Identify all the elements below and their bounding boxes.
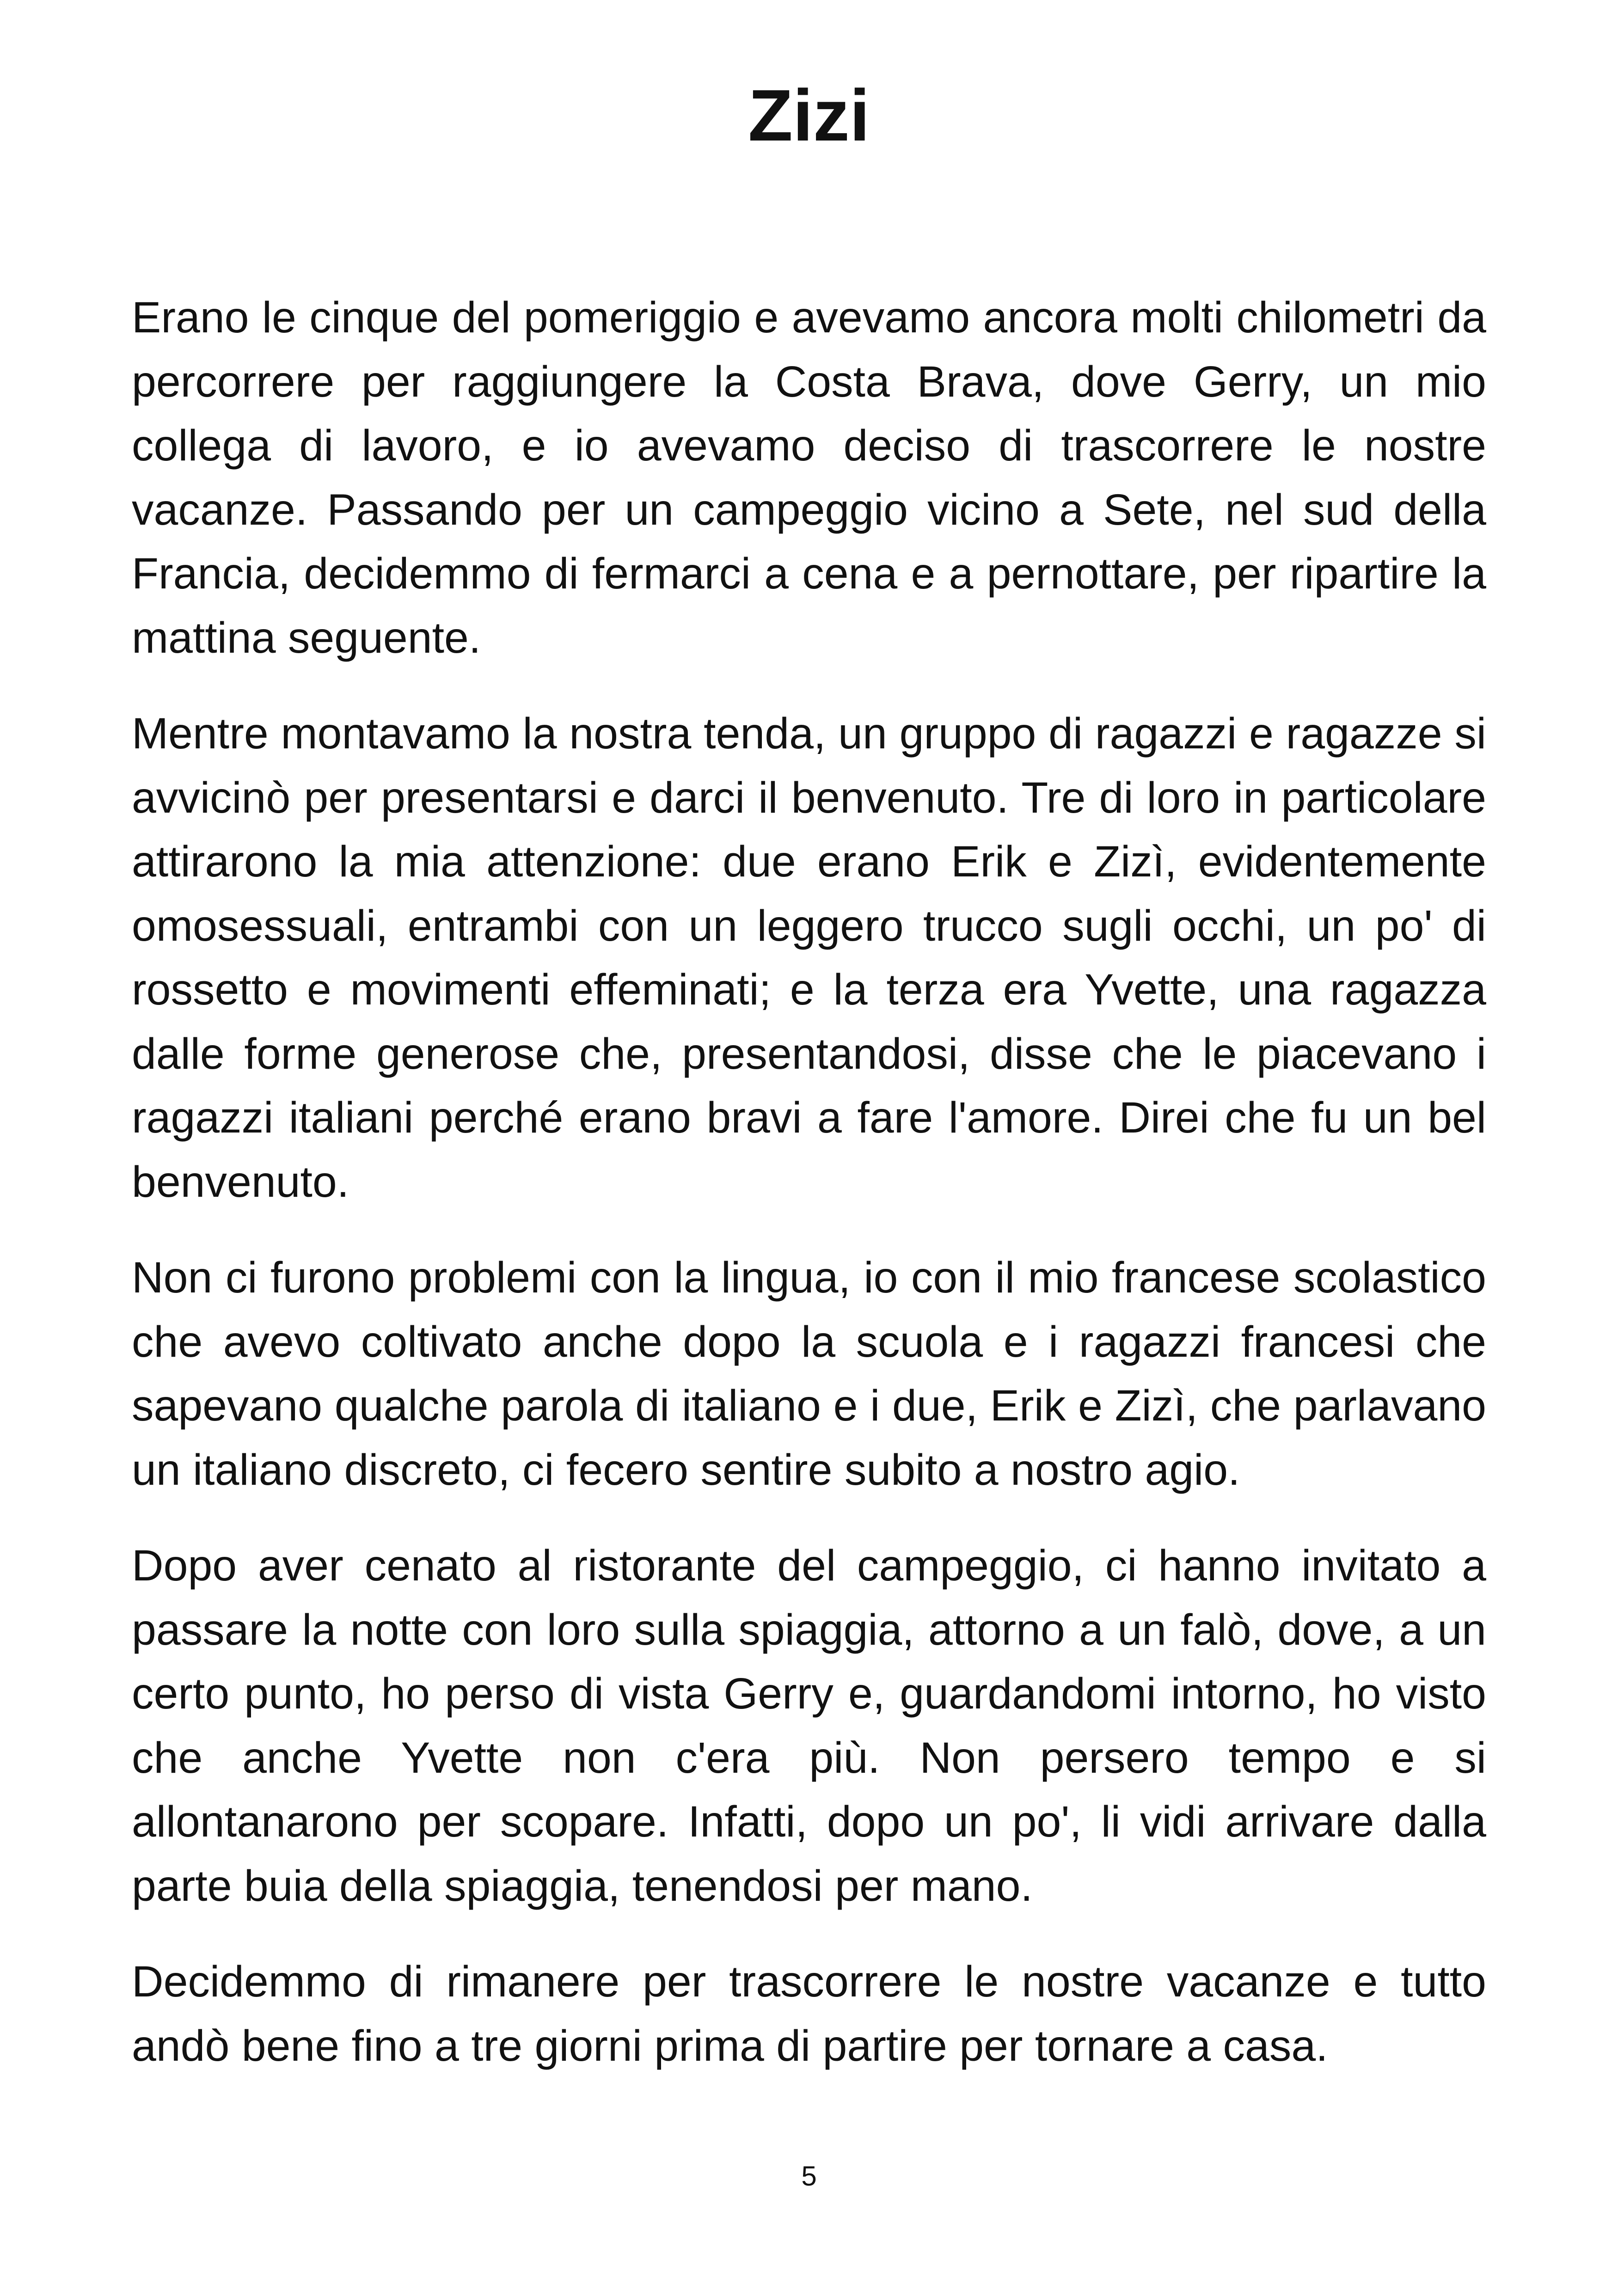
paragraph-1: Erano le cinque del pomeriggio e avevamo ancora molti chilometri da percorrere per raggiungere la Costa Brava, dove Gerry, un mio collega di lavoro, e io avevamo deciso di trascorrere le nostre vacanze. Passando per un campeggio vicino a Sete, nel sud della Francia, decidemmo di fermarci a cena e a pernottare, per ripartire la mattina seguente. [132,293,1486,662]
paragraph-5: Decidemmo di rimanere per trascorrere le nostre vacanze e tutto andò bene fino a tre giorni prima di partire per tornare a casa. [132,1957,1486,2070]
paragraph-2: Mentre montavamo la nostra tenda, un gruppo di ragazzi e ragazze si avvicinò per presentarsi e darci il benvenuto. Tre di loro in particolare attirarono la mia attenzione: due erano Erik e Zizì, evidentemente omosessuali, entrambi con un leggero trucco sugli occhi, un po' di rossetto e movimenti effeminati; e la terza era Yvette, una ragazza dalle forme generose che, presentandosi, disse che le piacevano i ragazzi italiani perché erano bravi a fare l'amore. Direi che fu un bel benvenuto. [132,709,1486,1206]
page-number: 5 [801,2161,817,2192]
page-title: Zizi [748,75,870,156]
paragraph-4: Dopo aver cenato al ristorante del campeggio, ci hanno invitato a passare la notte con loro sulla spiaggia, attorno a un falò, dove, a un certo punto, ho perso di vista Gerry e, guardandomi intorno, ho visto che anche Yvette non c'era più. Non persero tempo e si allontanarono per scopare. Infatti, dopo un po', li vidi arrivare dalla parte buia della spiaggia, tenendosi per mano. [132,1541,1486,1910]
paragraph-3: Non ci furono problemi con la lingua, io con il mio francese scolastico che avevo coltivato anche dopo la scuola e i ragazzi francesi che sapevano qualche parola di italiano e i due, Erik e Zizì, che parlavano un italiano discreto, ci fecero sentire subito a nostro agio. [132,1253,1486,1494]
body-text [132,286,1486,2110]
